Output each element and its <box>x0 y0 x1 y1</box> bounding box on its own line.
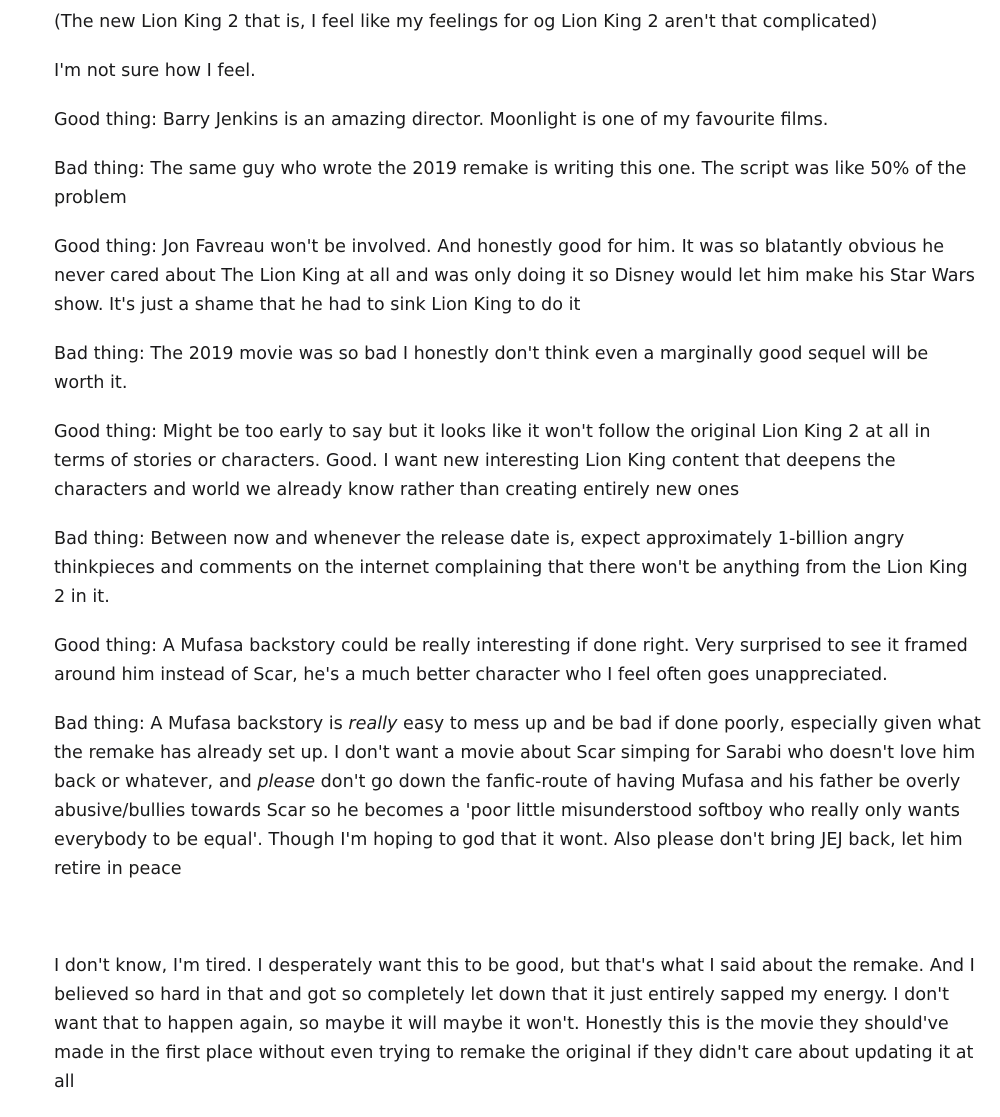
post-paragraph-good-favreau: Good thing: Jon Favreau won't be involved. And honestly good for him. It was so blatantly obvious he never cared about The Lion King at all and was only doing it so Disney would let him make his Star Wars show. It's just a shame that he had to sink Lion King to do it <box>54 237 975 315</box>
post-paragraph-good-mufasa: Good thing: A Mufasa backstory could be really interesting if done right. Very surprised to see it framed around him instead of Scar, he's a much better character who I feel often goes unappreciated. <box>54 636 968 685</box>
post-paragraph-intro: (The new Lion King 2 that is, I feel like my feelings for og Lion King 2 aren't that complicated) <box>54 12 878 32</box>
post-paragraph-bad-thinkpieces: Bad thing: Between now and whenever the release date is, expect approximately 1-billion angry thinkpieces and comments on the internet complaining that there won't be anything from the Lion King 2 in it. <box>54 529 968 607</box>
post-paragraph-bad-writer: Bad thing: The same guy who wrote the 2019 remake is writing this one. The script was like 50% of the problem <box>54 159 967 208</box>
bad-mufasa-text-1: Bad thing: A Mufasa backstory is <box>54 714 349 734</box>
post-paragraph-unsure: I'm not sure how I feel. <box>54 61 256 81</box>
post-body <box>54 8 984 1117</box>
post-paragraph-bad-mufasa <box>54 710 984 884</box>
bad-mufasa-text-3: don't go down the fanfic-route of having Mufasa and his father be overly abusive/bullies towards Scar so he becomes a 'poor little misunderstood softboy who really only wants everybody to be equal'. Though I'm hoping to god that it wont. Also please don't bring JEJ back, let him retire in peace <box>54 772 963 879</box>
post-paragraph-good-new-story: Good thing: Might be too early to say but it looks like it won't follow the original Lion King 2 at all in terms of stories or characters. Good. I want new interesting Lion King content that deepens the characters and world we already know rather than creating entirely new ones <box>54 422 931 500</box>
bad-mufasa-emphasis-please: please <box>257 772 316 792</box>
post-paragraph-bad-2019-movie: Bad thing: The 2019 movie was so bad I honestly don't think even a marginally good sequel will be worth it. <box>54 344 929 393</box>
post-paragraph-good-director: Good thing: Barry Jenkins is an amazing director. Moonlight is one of my favourite films. <box>54 110 829 130</box>
bad-mufasa-emphasis-really: really <box>348 714 398 734</box>
post-paragraph-closing: I don't know, I'm tired. I desperately want this to be good, but that's what I said about the remake. And I believed so hard in that and got so completely let down that it just entirely sapped my energy. I don't want that to happen again, so maybe it will maybe it won't. Honestly this is the movie they should've made in the first place without even trying to remake the original if they didn't care about updating it at all <box>54 956 975 1092</box>
bad-mufasa-text-2: easy to mess up and be bad if done poorly, especially given what the remake has already set up. I don't want a movie about Scar simping for Sarabi who doesn't love him back or whatever, and <box>54 714 981 792</box>
